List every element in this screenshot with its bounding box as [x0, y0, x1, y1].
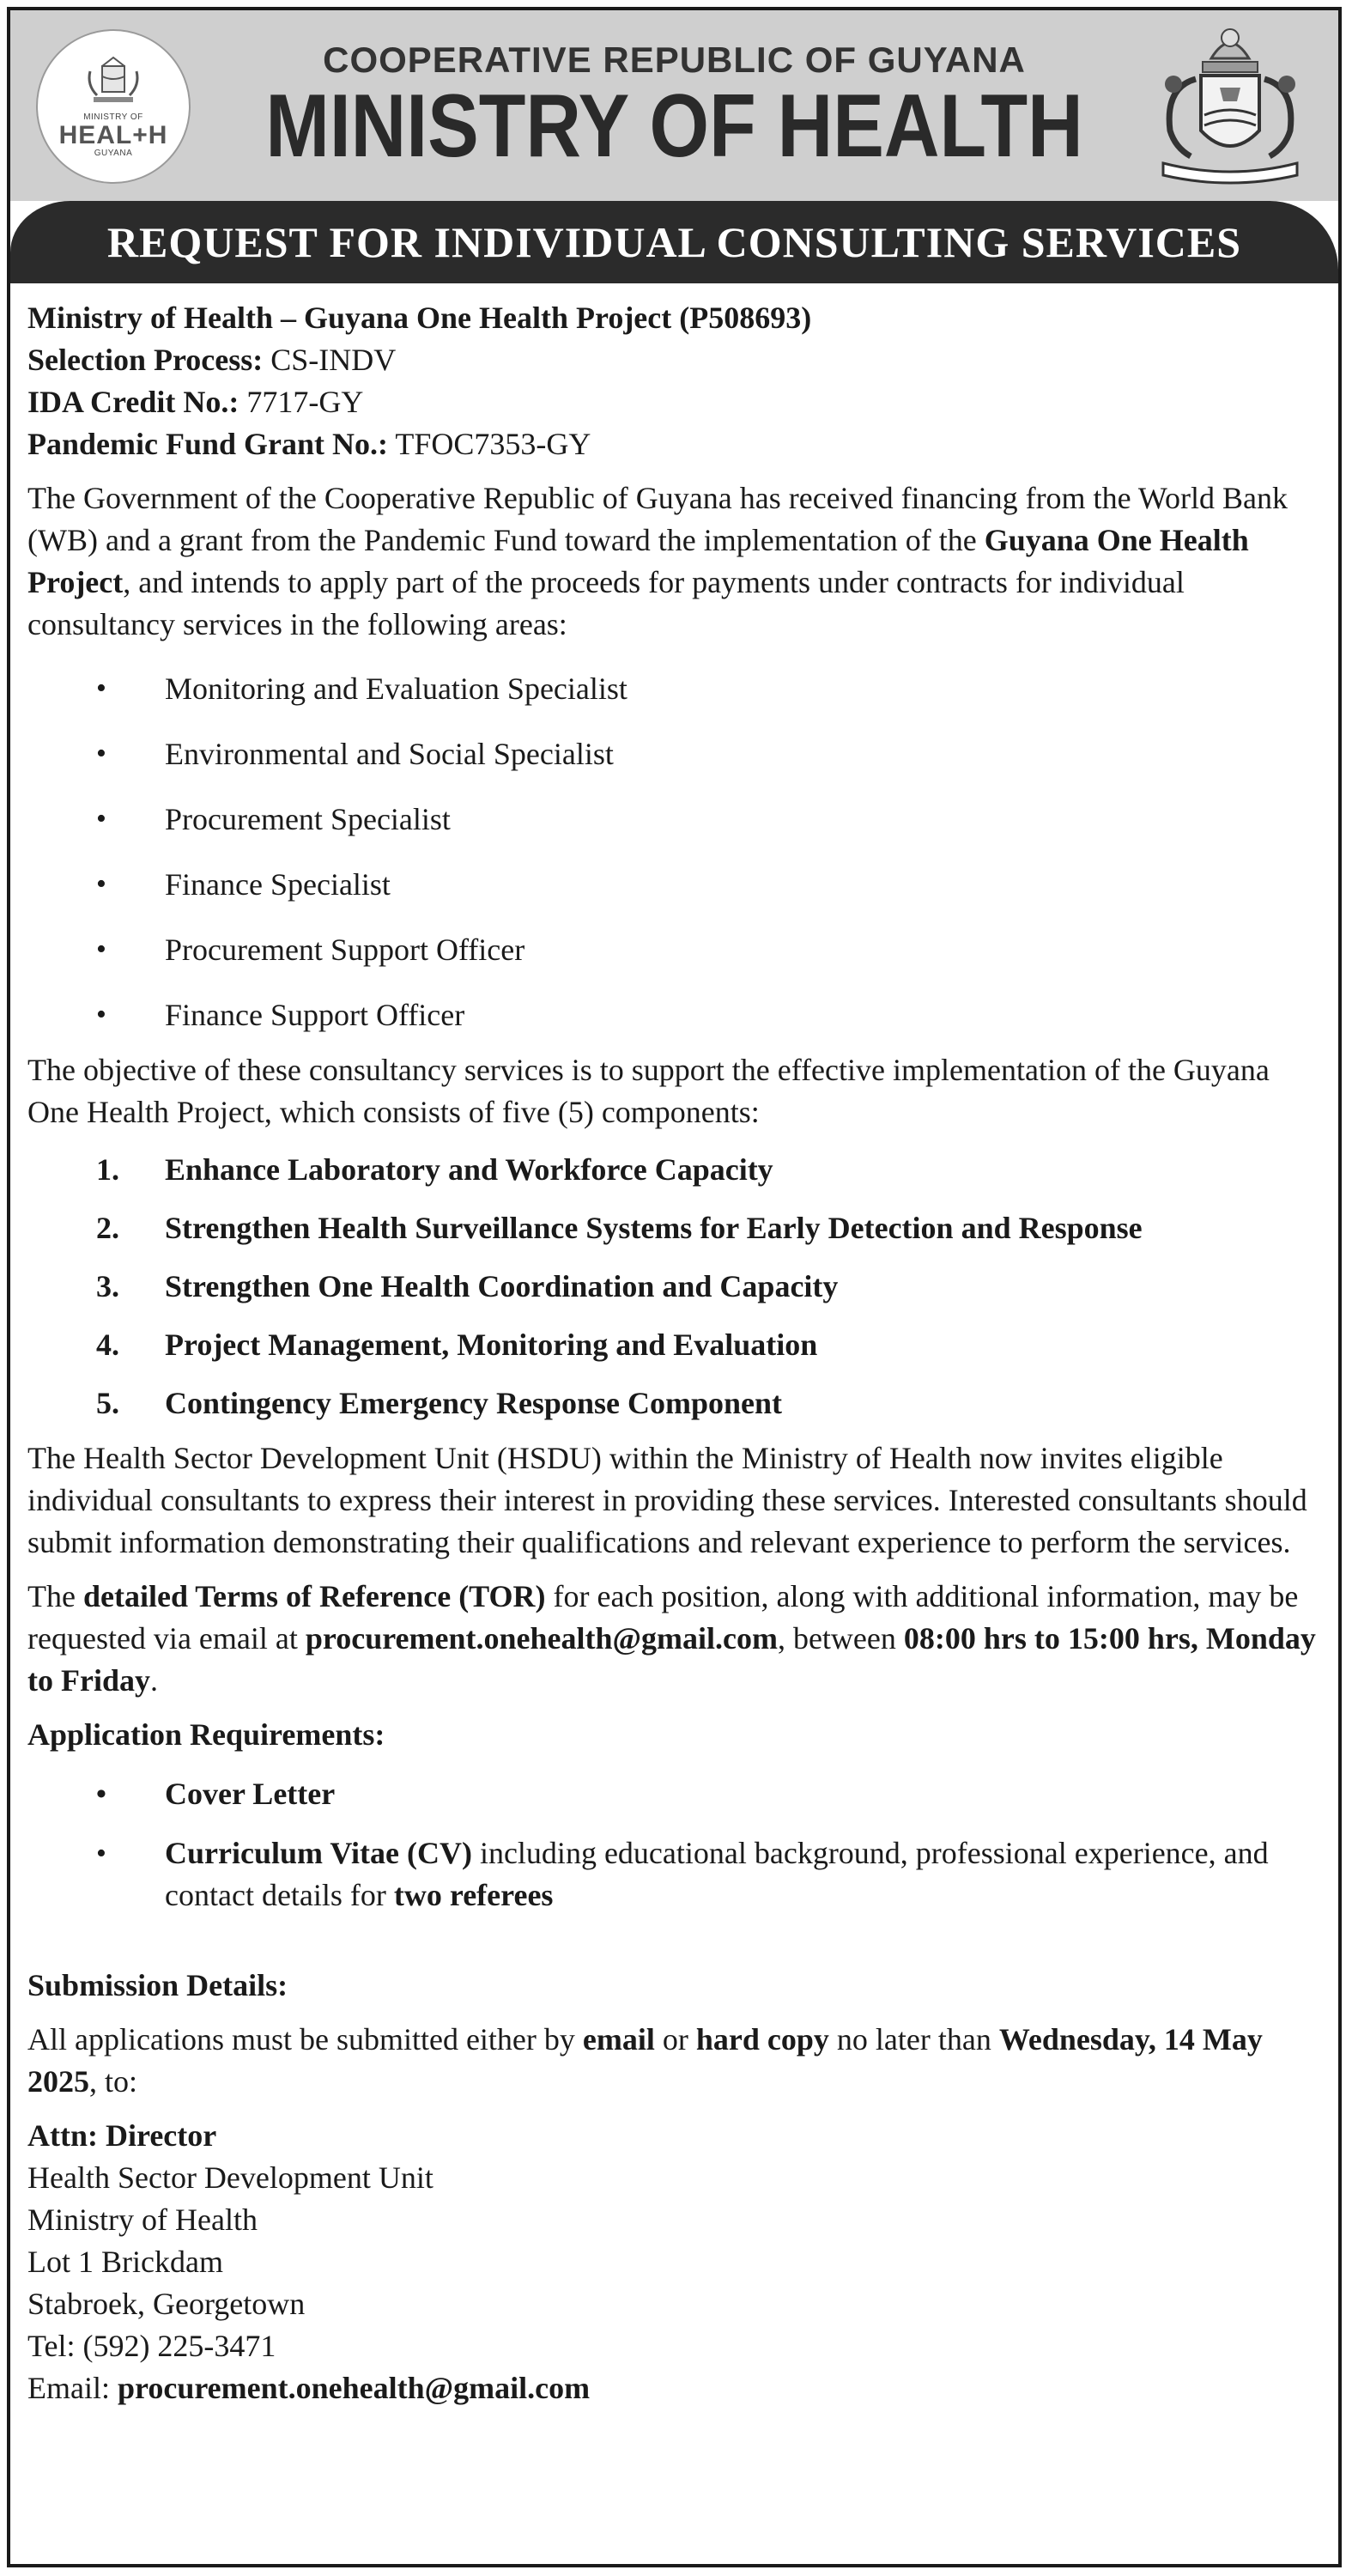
tor-text-4: .	[149, 1663, 158, 1698]
submission-paragraph	[27, 2019, 1324, 2103]
tor-text-2: for each position, along with additional information, may be requested via email at	[27, 1579, 1299, 1656]
logo-text-top: MINISTRY OF	[83, 112, 143, 122]
tor-paragraph	[27, 1576, 1324, 1702]
list-item	[27, 1206, 1324, 1250]
logo-text-bottom: GUYANA	[94, 149, 133, 158]
requirements-heading: Application Requirements:	[27, 1717, 385, 1752]
item-text: Project Management, Monitoring and Evaluation	[165, 1327, 818, 1362]
attn-line: Attn: Director	[27, 2118, 217, 2153]
objective-paragraph: The objective of these consultancy services is to support the effective implementation of the Guyana One Health Project, which consists of five (5) components:	[27, 1053, 1270, 1129]
grant-label: Pandemic Fund Grant No.:	[27, 427, 389, 461]
list-item: • Procurement Specialist	[27, 797, 1324, 841]
intro-text-2: , and intends to apply part of the proceeds for payments under contracts for individual consultancy services in the following areas:	[27, 565, 1185, 641]
ministry-name: MINISTRY OF HEALTH	[265, 76, 1083, 176]
submission-text-4: , to:	[89, 2064, 138, 2099]
item-text: Strengthen One Health Coordination and Capacity	[165, 1269, 839, 1303]
address-line: Health Sector Development Unit	[27, 2160, 433, 2195]
submission-hardcopy-word: hard copy	[695, 2022, 829, 2057]
requirements-list	[27, 1773, 1324, 1917]
list-item: • Monitoring and Evaluation Specialist	[27, 666, 1324, 711]
list-item	[27, 1147, 1324, 1192]
cv-referees: two referees	[393, 1878, 554, 1912]
address-line: Stabroek, Georgetown	[27, 2287, 306, 2321]
email-line	[27, 2367, 1324, 2409]
list-item	[27, 1322, 1324, 1367]
country-name: COOPERATIVE REPUBLIC OF GUYANA	[323, 39, 1026, 80]
invitation-paragraph: The Health Sector Development Unit (HSDU) within the Ministry of Health now invites eligible individual consultants to express their interest in providing these services. Interested consultants should submit information demonstrating their qualifications and relevant experience to perform the services.	[27, 1441, 1307, 1559]
item-number: 5.	[96, 1386, 119, 1420]
ida-label: IDA Credit No.:	[27, 385, 239, 419]
intro-paragraph	[27, 477, 1324, 646]
list-item: • Finance Specialist	[27, 862, 1324, 907]
selection-process	[27, 339, 1324, 381]
item-number: 1.	[96, 1152, 119, 1187]
list-item: • Procurement Support Officer	[27, 927, 1324, 972]
notice-body	[27, 297, 1324, 2409]
ida-credit	[27, 381, 1324, 423]
submission-email-word: email	[582, 2022, 655, 2057]
address-line: Lot 1 Brickdam	[27, 2245, 223, 2279]
components-list	[27, 1147, 1324, 1425]
list-item	[27, 1264, 1324, 1309]
tor-hours: 08:00 hrs to 15:00 hrs, Monday to Friday	[27, 1621, 1316, 1698]
tor-email[interactable]: procurement.onehealth@gmail.com	[305, 1621, 778, 1656]
intro-text-1: The Government of the Cooperative Republic of Guyana has received financing from the World Bank (WB) and a grant from the Pandemic Fund toward the implementation of the	[27, 481, 1288, 557]
logo-text-main: HEAL+H	[58, 121, 168, 149]
list-item	[27, 1832, 1324, 1917]
selection-value: CS-INDV	[263, 343, 397, 377]
selection-label: Selection Process:	[27, 343, 264, 377]
project-title: Ministry of Health – Guyana One Health Project (P508693)	[27, 301, 812, 335]
submission-text-2: or	[654, 2022, 696, 2057]
cv-text: including educational background, professional experience, and contact details for	[165, 1836, 1269, 1912]
list-item: • Finance Support Officer	[27, 993, 1324, 1037]
submission-text-3: no later than	[828, 2022, 999, 2057]
tor-bold-1: detailed Terms of Reference (TOR)	[82, 1579, 546, 1613]
ida-value: 7717-GY	[239, 385, 364, 419]
item-text: Contingency Emergency Response Component	[165, 1386, 782, 1420]
grant-value: TFOC7353-GY	[388, 427, 591, 461]
submission-heading: Submission Details:	[27, 1968, 288, 2002]
advertisement-frame	[7, 7, 1342, 2567]
grant-number	[27, 423, 1324, 465]
consultancy-areas-list	[27, 666, 1324, 1037]
item-text: Enhance Laboratory and Workforce Capacity	[165, 1152, 773, 1187]
item-number: 4.	[96, 1327, 119, 1362]
item-number: 3.	[96, 1269, 119, 1303]
contact-email-link[interactable]: procurement.onehealth@gmail.com	[117, 2371, 591, 2405]
intro-project-name: Guyana One Health Project	[27, 523, 1249, 599]
list-item: • Environmental and Social Specialist	[27, 732, 1324, 776]
banner-title: REQUEST FOR INDIVIDUAL CONSULTING SERVICES	[106, 218, 1242, 266]
title-banner	[10, 201, 1338, 283]
submission-text-1: All applications must be submitted either by	[27, 2022, 583, 2057]
address-line: Ministry of Health	[27, 2202, 258, 2237]
email-label: Email:	[27, 2371, 118, 2405]
telephone-line: Tel: (592) 225-3471	[27, 2329, 276, 2363]
guyana-coat-of-arms-icon	[1144, 19, 1316, 189]
submission-deadline: Wednesday, 14 May 2025	[27, 2022, 1263, 2099]
list-item	[27, 1381, 1324, 1425]
list-item: • Cover Letter	[27, 1773, 1324, 1815]
item-text: Strengthen Health Surveillance Systems for Early Detection and Response	[165, 1211, 1143, 1245]
tor-text-1: The	[27, 1579, 83, 1613]
cv-label: Curriculum Vitae (CV)	[165, 1836, 472, 1870]
item-number: 2.	[96, 1211, 119, 1245]
tor-text-3: , between	[777, 1621, 904, 1656]
header	[10, 10, 1338, 201]
